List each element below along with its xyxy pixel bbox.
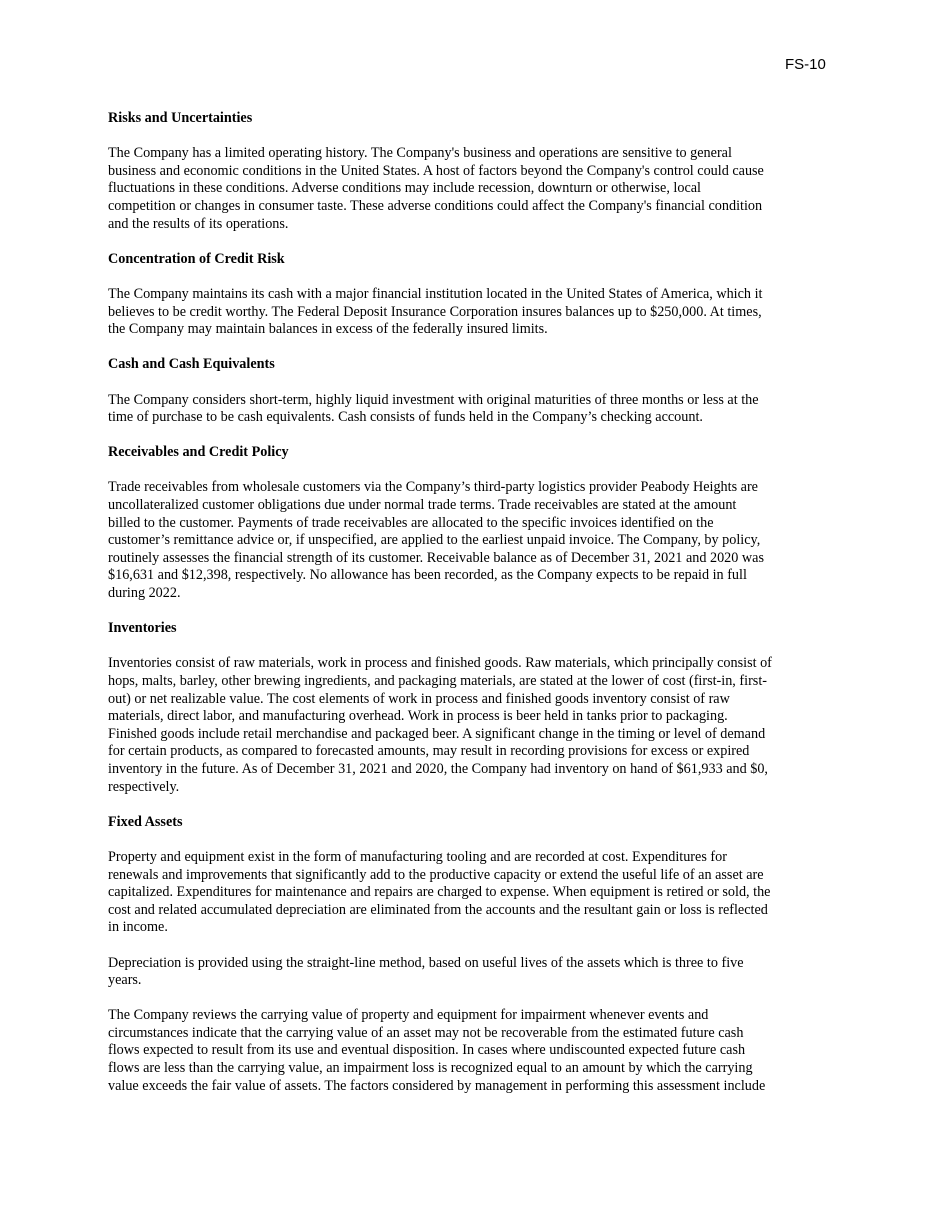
section-heading: Fixed Assets [108, 813, 183, 830]
paragraph [108, 286, 828, 339]
text-line: Depreciation is provided using the straight-line method, based on useful lives of the assets which is three to five [108, 954, 744, 971]
section-inventories [108, 620, 828, 796]
text-line: years. [108, 972, 142, 989]
text-line: renewals and improvements that significantly add to the productive capacity or extend the useful life of an asset are [108, 866, 764, 883]
text-line: respectively. [108, 778, 180, 795]
text-line: The Company reviews the carrying value of property and equipment for impairment whenever events and [108, 1007, 709, 1024]
text-line: competition or changes in consumer taste. These adverse conditions could affect the Company's financial condition [108, 197, 763, 214]
text-line: The Company considers short-term, highly liquid investment with original maturities of three months or less at the [108, 391, 759, 408]
section-risks-and-uncertainties [108, 110, 828, 233]
text-line: Finished goods include retail merchandise and packaged beer. A significant change in the timing or level of demand [108, 725, 766, 742]
section-receivables-and-credit-policy [108, 444, 828, 602]
text-line: capitalized. Expenditures for maintenance and repairs are charged to expense. When equipment is retired or sold, the [108, 884, 771, 901]
paragraph [108, 479, 828, 602]
text-line: business and economic conditions in the United States. A host of factors beyond the Company's control could cause [108, 162, 764, 179]
paragraph [108, 955, 828, 990]
text-line: fluctuations in these conditions. Adverse conditions may include recession, downturn or otherwise, local [108, 180, 701, 197]
paragraph [108, 1007, 828, 1095]
text-line: flows expected to result from its use and eventual disposition. In cases where undiscounted expected future cash [108, 1042, 746, 1059]
text-line: believes to be credit worthy. The Federal Deposit Insurance Corporation insures balances up to $250,000. At times, [108, 303, 762, 320]
text-line: out) or net realizable value. The cost elements of work in process and finished goods inventory consist of raw [108, 690, 730, 707]
section-concentration-of-credit-risk [108, 251, 828, 339]
section-heading: Inventories [108, 620, 177, 637]
text-line: in income. [108, 919, 168, 936]
text-line: time of purchase to be cash equivalents. Cash consists of funds held in the Company’s checking account. [108, 409, 703, 426]
text-line: uncollateralized customer obligations due under normal trade terms. Trade receivables are stated at the amount [108, 497, 737, 514]
paragraph [108, 849, 828, 937]
section-heading: Risks and Uncertainties [108, 110, 253, 126]
text-line: customer’s remittance advice or, if unspecified, are applied to the earliest unpaid invoice. The Company, by policy, [108, 532, 761, 549]
text-line: and the results of its operations. [108, 215, 289, 232]
text-line: The Company maintains its cash with a major financial institution located in the United States of America, which it [108, 285, 763, 302]
paragraph [108, 145, 828, 233]
text-line: circumstances indicate that the carrying value of an asset may not be recoverable from the estimated future cash [108, 1024, 744, 1041]
section-cash-and-cash-equivalents [108, 356, 828, 426]
text-line: during 2022. [108, 585, 181, 602]
page-number: FS-10 [785, 56, 826, 73]
section-fixed-assets [108, 814, 828, 1096]
text-line: hops, malts, barley, other brewing ingredients, and packaging materials, are stated at the lower of cost (first-in, first- [108, 673, 767, 689]
paragraph [108, 392, 828, 427]
text-line: Inventories consist of raw materials, work in process and finished goods. Raw materials, which principally consist of [108, 655, 772, 672]
text-line: $16,631 and $12,398, respectively. No allowance has been recorded, as the Company expects to be repaid in full [108, 567, 747, 584]
text-line: flows are less than the carrying value, an impairment loss is recognized equal to an amount by which the carrying [108, 1060, 753, 1077]
paragraph [108, 655, 828, 796]
text-line: inventory in the future. As of December 31, 2021 and 2020, the Company had inventory on hand of $61,933 and $0, [108, 760, 768, 777]
text-line: The Company has a limited operating history. The Company's business and operations are sensitive to general [108, 145, 732, 162]
document-body [108, 110, 828, 1113]
text-line: materials, direct labor, and manufacturing overhead. Work in process is beer held in tanks prior to packaging. [108, 708, 728, 725]
text-line: cost and related accumulated depreciation are eliminated from the accounts and the resultant gain or loss is reflected [108, 901, 768, 918]
text-line: the Company may maintain balances in excess of the federally insured limits. [108, 321, 548, 338]
text-line: routinely assesses the financial strength of its customer. Receivable balance as of December 31, 2021 and 2020 was [108, 549, 764, 566]
section-heading: Cash and Cash Equivalents [108, 356, 275, 373]
text-line: billed to the customer. Payments of trade receivables are allocated to the specific invoices identified on the [108, 514, 714, 531]
section-heading: Receivables and Credit Policy [108, 444, 289, 461]
text-line: value exceeds the fair value of assets. The factors considered by management in performing this assessment include [108, 1077, 766, 1094]
text-line: for certain products, as compared to forecasted amounts, may result in recording provisions for excess or expired [108, 743, 750, 760]
text-line: Property and equipment exist in the form of manufacturing tooling and are recorded at cost. Expenditures for [108, 848, 727, 865]
section-heading: Concentration of Credit Risk [108, 250, 285, 267]
text-line: Trade receivables from wholesale customers via the Company’s third-party logistics provider Peabody Heights are [108, 479, 758, 496]
